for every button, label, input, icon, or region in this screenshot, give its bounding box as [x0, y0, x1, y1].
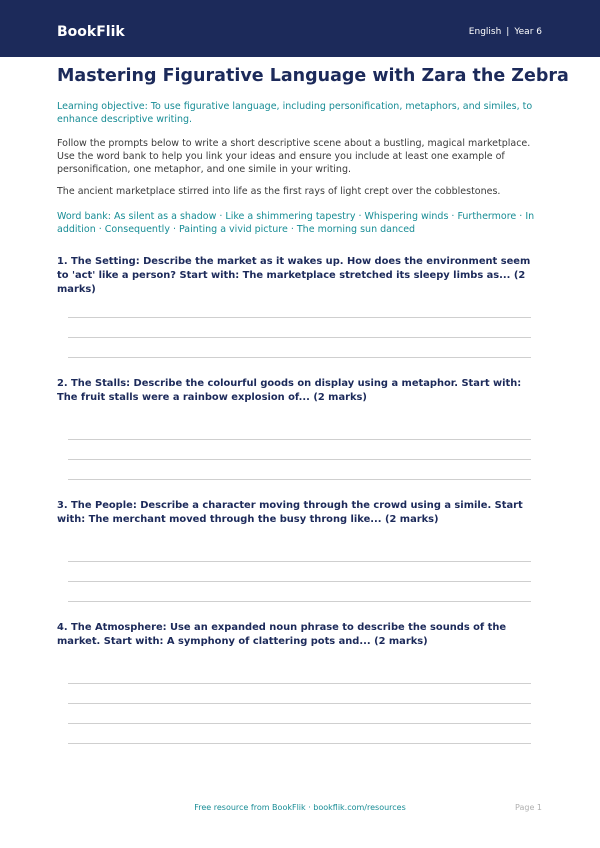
header-bar: [0, 0, 600, 57]
meta-separator: |: [506, 27, 510, 37]
answer-line: [68, 601, 531, 602]
answer-line: [68, 439, 531, 440]
learning-objective: Learning objective: To use figurative language, including personification, metaphors, and similes, to enhance descriptive writing.: [57, 101, 533, 125]
instructions: Follow the prompts below to write a short descriptive scene about a bustling, magical marketplace. Use the word bank to help you link your ideas and ensure you include at least one example of personification, one metaphor, and one simile in your writing.: [57, 138, 531, 175]
answer-line: [68, 683, 531, 684]
answer-line: [68, 337, 531, 338]
page-title: Mastering Figurative Language with Zara the Zebra: [57, 66, 569, 86]
answer-line: [68, 723, 531, 724]
page-number: Page 1: [515, 803, 542, 812]
answer-line: [68, 459, 531, 460]
answer-line: [68, 357, 531, 358]
question-3: 3. The People: Describe a character moving through the crowd using a simile. Start with: The merchant moved through the busy throng like... (2 marks): [57, 500, 523, 525]
answer-line: [68, 479, 531, 480]
question-2: 2. The Stalls: Describe the colourful goods on display using a metaphor. Start with: The fruit stalls were a rainbow explosion of... (2 marks): [57, 378, 522, 403]
year-label: Year 6: [514, 27, 542, 37]
subject-year: [469, 25, 542, 39]
answer-line: [68, 581, 531, 582]
footer-credit: Free resource from BookFlik · bookflik.com/resources: [194, 803, 406, 812]
answer-line: [68, 743, 531, 744]
answer-line: [68, 703, 531, 704]
question-1: 1. The Setting: Describe the market as it wakes up. How does the environment seem to 'act' like a person? Start with: The marketplace stretched its sleepy limbs as... (2 marks): [57, 256, 531, 295]
word-bank: Word bank: As silent as a shadow · Like a shimmering tapestry · Whispering winds · Furthermore · In addition · Consequently · Painting a vivid picture · The morning sun danced: [57, 211, 535, 235]
opening-line: The ancient marketplace stirred into life as the first rays of light crept over the cobblestones.: [57, 186, 501, 197]
answer-line: [68, 561, 531, 562]
answer-line: [68, 317, 531, 318]
question-4: 4. The Atmosphere: Use an expanded noun phrase to describe the sounds of the market. Start with: A symphony of clattering pots and... (2 marks): [57, 622, 507, 647]
brand-logo: BookFlik: [57, 24, 125, 40]
subject-label: English: [468, 27, 502, 37]
